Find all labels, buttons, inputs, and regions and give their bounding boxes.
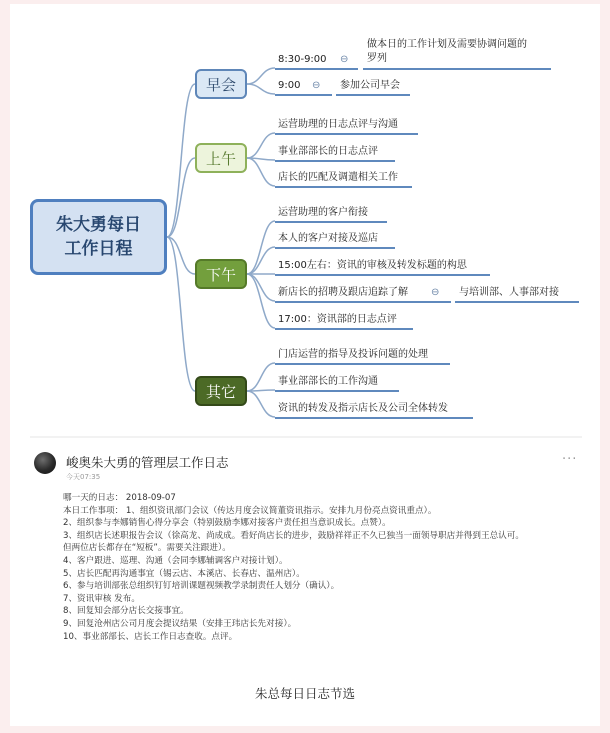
leaf-attend-meeting[interactable]: 参加公司早会 bbox=[340, 80, 400, 91]
branch-other[interactable]: 其它 bbox=[195, 376, 247, 406]
branch-to-leaf-connector bbox=[247, 133, 275, 158]
leaf-underline bbox=[363, 68, 551, 70]
leaf-underline bbox=[275, 328, 413, 330]
post-line: 但两位店长都存在“短板”。需要关注跟进）。 bbox=[63, 543, 231, 554]
leaf-underline bbox=[336, 94, 410, 96]
collapse-icon[interactable]: ⊖ bbox=[431, 287, 440, 298]
leaf-am-3[interactable]: 店长的匹配及调遣相关工作 bbox=[278, 172, 398, 183]
collapse-icon[interactable]: ⊖ bbox=[312, 80, 321, 91]
post-line: 7、资讯审核 发布。 bbox=[63, 593, 140, 604]
post-line: 6、参与培训部张总组织钉钉培训课题视频教学录制责任人划分（确认）。 bbox=[63, 581, 340, 592]
leaf-underline bbox=[275, 94, 332, 96]
central-to-branch-connector bbox=[167, 158, 195, 237]
branch-morning[interactable]: 上午 bbox=[195, 143, 247, 173]
branch-to-leaf-connector bbox=[247, 68, 275, 84]
leaf-pm-4[interactable]: 新店长的招聘及跟店追踪了解 bbox=[278, 287, 408, 298]
leaf-other-3[interactable]: 资讯的转发及指示店长及公司全体转发 bbox=[278, 403, 448, 414]
leaf-time-0900[interactable]: 9:00 bbox=[278, 80, 301, 91]
central-topic-line-2: 工作日程 bbox=[64, 239, 133, 259]
leaf-underline bbox=[275, 301, 451, 303]
post-body bbox=[63, 492, 593, 643]
leaf-underline bbox=[275, 186, 412, 188]
post-date: 今天07:35 bbox=[66, 473, 101, 481]
leaf-plan-line-1[interactable]: 做本日的工作计划及需要协调问题的 bbox=[367, 39, 527, 50]
post-line: 3、组织店长述职报告会议（徐高龙、尚成成。看好尚店长的进步，鼓励祥祥正不久已独当一面领导职店并得到王总认可。 bbox=[63, 530, 524, 541]
post-line: 本日工作事项： 1、组织资讯部门会议（传达月度会议简董资讯指示。安排九月份亮点资讯重点）。 bbox=[63, 505, 437, 516]
leaf-underline bbox=[275, 68, 358, 70]
post-line: 10、事业部部长、店长工作日志查收。点评。 bbox=[63, 631, 238, 642]
leaf-pm-2[interactable]: 本人的客户对接及巡店 bbox=[278, 233, 378, 244]
leaf-am-2[interactable]: 事业部部长的日志点评 bbox=[278, 146, 378, 157]
branch-to-leaf-connector bbox=[247, 274, 275, 328]
central-to-branch-connector bbox=[167, 237, 195, 391]
leaf-pm-3[interactable]: 15:00左右：资讯的审核及转发标题的构思 bbox=[278, 260, 467, 271]
more-options-icon[interactable]: ··· bbox=[562, 452, 578, 467]
leaf-time-0830[interactable]: 8:30-9:00 bbox=[278, 54, 327, 65]
branch-to-leaf-connector bbox=[247, 247, 275, 274]
branch-to-leaf-connector bbox=[247, 391, 275, 417]
leaf-pm-1[interactable]: 运营助理的客户衔接 bbox=[278, 207, 368, 218]
leaf-plan-line-2[interactable]: 罗列 bbox=[367, 53, 387, 64]
collapse-icon[interactable]: ⊖ bbox=[340, 54, 349, 65]
leaf-other-1[interactable]: 门店运营的指导及投诉问题的处理 bbox=[278, 349, 428, 360]
leaf-underline bbox=[275, 417, 473, 419]
leaf-am-1[interactable]: 运营助理的日志点评与沟通 bbox=[278, 119, 398, 130]
leaf-underline bbox=[275, 133, 418, 135]
leaf-pm-4-extra[interactable]: 与培训部、人事部对接 bbox=[459, 287, 559, 298]
branch-to-leaf-connector bbox=[247, 274, 275, 301]
leaf-underline bbox=[275, 160, 395, 162]
branch-morning-meeting[interactable]: 早会 bbox=[195, 69, 247, 99]
leaf-other-2[interactable]: 事业部部长的工作沟通 bbox=[278, 376, 378, 387]
caption: 朱总每日日志节选 bbox=[254, 686, 355, 701]
central-topic[interactable] bbox=[30, 199, 167, 275]
leaf-underline bbox=[275, 221, 387, 223]
post-line: 5、店长匹配再沟通事宜（锡云店、本溪店、长春店、温州店）。 bbox=[63, 568, 305, 579]
leaf-underline bbox=[275, 363, 450, 365]
leaf-underline bbox=[275, 247, 395, 249]
leaf-underline bbox=[455, 301, 579, 303]
post-line: 9、回复沧州店公司月度会提议结果（安排王玮店长先对接）。 bbox=[63, 618, 297, 629]
post-title[interactable]: 峻奥朱大勇的管理层工作日志 bbox=[66, 455, 229, 470]
branch-to-leaf-connector bbox=[247, 84, 275, 94]
branch-afternoon[interactable]: 下午 bbox=[195, 259, 247, 289]
post-line: 8、回复知会部分店长交接事宜。 bbox=[63, 606, 189, 617]
post-line: 哪一天的日志： 2018-09-07 bbox=[63, 493, 176, 503]
branch-to-leaf-connector bbox=[247, 363, 275, 391]
post-line: 4、客户跟进、巡理、沟通（会同李娜辅调客户对接计划）。 bbox=[63, 555, 288, 566]
avatar[interactable] bbox=[34, 452, 56, 474]
post-line: 2、组织参与李娜销售心得分享会（特别鼓励李娜对接客户责任担当意识成长。点赞）。 bbox=[63, 518, 391, 529]
leaf-pm-5[interactable]: 17:00：资讯部的日志点评 bbox=[278, 314, 397, 325]
central-topic-line-1: 朱大勇每日 bbox=[56, 215, 141, 235]
leaf-underline bbox=[275, 274, 490, 276]
branch-to-leaf-connector bbox=[247, 158, 275, 186]
leaf-underline bbox=[275, 390, 399, 392]
